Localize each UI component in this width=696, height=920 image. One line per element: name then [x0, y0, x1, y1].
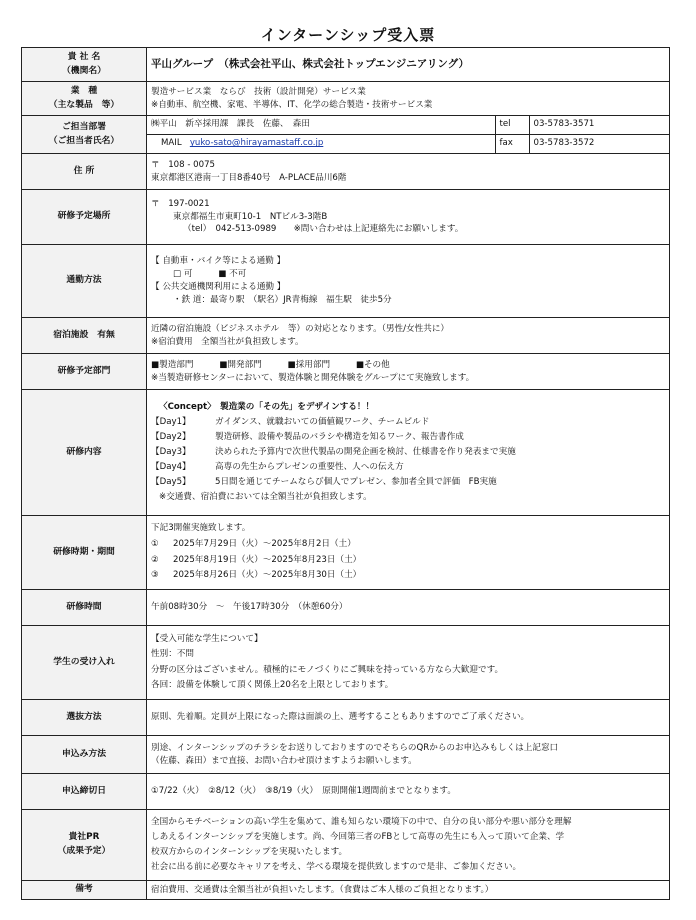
pr-line: 全国からモチベーションの高い学生を集めて、誰も知らない環境下の中で、自分の良い部分や悪い部分を理解 [151, 816, 572, 827]
contact-label-line1: ご担当部署 [62, 121, 106, 132]
day-text: 決められた予算内で次世代製品の開発企画を検討、仕様書を作り発表まで実施 [215, 446, 516, 457]
period-text: 2025年8月19日（火）～2025年8月23日（土） [173, 554, 362, 565]
remarks-label: 備考 [22, 881, 147, 900]
lodging-row [22, 318, 670, 354]
business-line: 製造サービス業 ならび 技術（設計開発）サービス業 [151, 86, 366, 97]
training-place-postal: 〒 197-0021 [151, 198, 210, 209]
commute-car-heading: 【 自動車・バイク等による通勤 】 [151, 256, 286, 267]
business-label-line2: （主な製品 等） [48, 99, 120, 110]
address-label: 住 所 [22, 154, 147, 190]
address-content [147, 154, 670, 190]
period-content [147, 516, 670, 590]
fax-label: fax [495, 134, 529, 153]
students-line: 性別：不問 [151, 649, 194, 660]
selection-label: 選抜方法 [22, 700, 147, 736]
period-no: ③ [151, 570, 159, 581]
address-postal: 〒 108 - 0075 [151, 159, 216, 170]
business-label-line1: 業 種 [70, 85, 98, 96]
dept-options: ■製造部門 ■開発部門 ■採用部門 ■その他 [151, 359, 390, 370]
business-row [22, 82, 670, 116]
address-street: 東京都港区港南一丁目8番40号 A-PLACE品川6階 [151, 172, 347, 183]
day-tag: 【Day3】 [151, 446, 191, 457]
period-text: 2025年7月29日（火）～2025年8月2日（土） [173, 538, 356, 549]
commute-label: 通勤方法 [22, 245, 147, 318]
company-label-line1: 貴 社 名 [67, 51, 101, 62]
students-label: 学生の受け入れ [22, 626, 147, 700]
tel-value: 03-5783-3571 [533, 119, 595, 130]
commute-content [147, 245, 670, 318]
contact-person: ㈱平山 新卒採用課 課長 佐藤、 森田 [147, 116, 495, 134]
mail-cell [147, 134, 495, 153]
dept-note: ※当製造研修センターにおいて、製造体験と開発体験をグループにて実施致します。 [151, 372, 475, 383]
day-item [151, 475, 665, 490]
period-item [151, 553, 665, 569]
contact-inner-table [147, 116, 669, 153]
training-place-content [147, 190, 670, 245]
business-content [147, 82, 670, 116]
training-content-row [22, 390, 670, 516]
day-text: 5日間を通じてチームならび個人でプレゼン、参加者全員で評価 FB実施 [215, 477, 497, 488]
period-item [151, 537, 665, 553]
mail-link[interactable]: yuko-sato@hirayamastaff.co.jp [189, 138, 324, 149]
day-tag: 【Day5】 [151, 477, 191, 488]
apply-line: 別途、インターンシップのチラシをお送りしておりますのでそちらのQRからのお申込みもしくは上記窓口 [151, 742, 559, 753]
selection-value: 原則、先着順。定員が上限になった際は面談の上、選考することもありますのでご了承ください。 [147, 700, 670, 736]
pr-label-line1: 貴社PR [68, 832, 100, 843]
commute-row [22, 245, 670, 318]
students-content [147, 626, 670, 700]
day-tag: 【Day2】 [151, 431, 191, 442]
pr-line: 社会に出る前に必要なキャリアを考え、学べる環境を提供致しますので是非、ご参加ください。 [151, 862, 522, 873]
day-text: ガイダンス、就職おいての価値観ワーク、チームビルド [215, 416, 430, 427]
training-place-row [22, 190, 670, 245]
commute-public-heading: 【 公共交通機関利用による通勤 】 [151, 282, 286, 292]
day-item [151, 460, 665, 475]
period-item [151, 568, 665, 584]
fax-value: 03-5783-3572 [529, 134, 669, 153]
deadline-label: 申込締切日 [22, 774, 147, 810]
apply-row [22, 736, 670, 774]
selection-row [22, 700, 670, 736]
training-place-tel: （tel） 042-513-0989 ※問い合わせは上記連絡先にお願いします。 [183, 224, 464, 235]
day-item [151, 445, 665, 460]
address-row [22, 154, 670, 190]
contact-label-line2: （ご担当者氏名） [48, 135, 120, 146]
pr-line: 校双方からのインターンシップを実現いたします。 [151, 847, 348, 857]
lodging-line: ※宿泊費用 全額当社が負担致します。 [151, 336, 304, 347]
pr-line: しあえるインターンシップを実施します。尚、今回第三者のFBとして高専の先生にも入って頂いて企業、学 [151, 831, 565, 842]
day-text: 製造研修、設備や製品のバラシや構造を知るワーク、報告書作成 [215, 431, 464, 442]
period-no: ② [151, 554, 159, 565]
period-label: 研修時期・期間 [22, 516, 147, 590]
training-content-label: 研修内容 [22, 390, 147, 516]
commute-car-options: □ 可 ■ 不可 [173, 269, 247, 280]
day-tag: 【Day1】 [151, 416, 191, 427]
content-note: ※交通費、宿泊費においては全額当社が負担致します。 [159, 492, 372, 503]
business-line: ※自動車、航空機、家電、半導体、IT、化学の総合製造・技術サービス業 [151, 99, 433, 110]
day-text: 高専の先生からプレゼンの重要性、人への伝え方 [215, 462, 404, 473]
company-label [22, 48, 147, 82]
students-heading: 【受入可能な学生について】 [151, 633, 263, 644]
pr-label-line2: （成果予定） [57, 846, 111, 856]
day-item [151, 430, 665, 445]
apply-label: 申込み方法 [22, 736, 147, 774]
remarks-value: 宿泊費用、交通費は全額当社が負担いたします。（食費はご本人様のご負担となります。） [147, 881, 670, 900]
deadline-value: ①7/22（火） ②8/12（火） ③8/19（火） 原則開催1週間前までとなります。 [147, 774, 670, 810]
contact-content [147, 116, 670, 154]
company-name: 平山グループ （株式会社平山、株式会社トップエンジニアリング） [147, 48, 670, 82]
contact-row [22, 116, 670, 154]
pr-content [147, 810, 670, 881]
training-content [147, 390, 670, 516]
training-place-label: 研修予定場所 [22, 190, 147, 245]
hours-value: 午前08時30分 ～ 午後17時30分 （休憩60分） [147, 590, 670, 626]
commute-train: ・鉄 道：最寄り駅 （駅名）JR青梅線 福生駅 徒歩5分 [173, 294, 392, 305]
lodging-line: 近隣の宿泊施設（ビジネスホテル 等）の対応となります。（男性/女性共に） [151, 323, 450, 334]
tel-label: tel [495, 116, 529, 134]
period-text: 2025年8月26日（火）～2025年8月30日（土） [173, 570, 362, 581]
dept-row [22, 354, 670, 390]
students-row [22, 626, 670, 700]
day-tag: 【Day4】 [151, 462, 191, 473]
company-label-line2: （機関名） [62, 65, 106, 76]
day-item [151, 415, 665, 430]
dept-content [147, 354, 670, 390]
students-line: 各回：設備を体験して頂く関係上20名を上限としております。 [151, 679, 394, 690]
period-intro: 下記3開催実施致します。 [151, 522, 251, 533]
period-no: ① [151, 538, 159, 549]
company-row [22, 48, 670, 82]
hours-row [22, 590, 670, 626]
lodging-content [147, 318, 670, 354]
lodging-label: 宿泊施設 有無 [22, 318, 147, 354]
internship-form-table [21, 47, 670, 900]
remarks-row [22, 881, 670, 900]
dept-label: 研修予定部門 [22, 354, 147, 390]
pr-row [22, 810, 670, 881]
apply-line: （佐藤、森田）まで直接、お問い合わせ頂けますようお願いします。 [151, 755, 417, 766]
mail-label: MAIL [161, 138, 182, 149]
students-line: 分野の区分はございません。積極的にモノづくりにご興味を持っている方なら大歓迎です。 [151, 664, 504, 675]
apply-content [147, 736, 670, 774]
contact-label [22, 116, 147, 154]
business-label [22, 82, 147, 116]
period-row [22, 516, 670, 590]
page-title: インターンシップ受入票 [260, 26, 436, 44]
deadline-row [22, 774, 670, 810]
pr-label [22, 810, 147, 881]
concept-heading: 〈Concept〉 製造業の「その先」をデザインする！！ [159, 401, 375, 412]
training-place-address: 東京都福生市東町10-1 NTビル3-3階B [173, 211, 328, 222]
hours-label: 研修時間 [22, 590, 147, 626]
